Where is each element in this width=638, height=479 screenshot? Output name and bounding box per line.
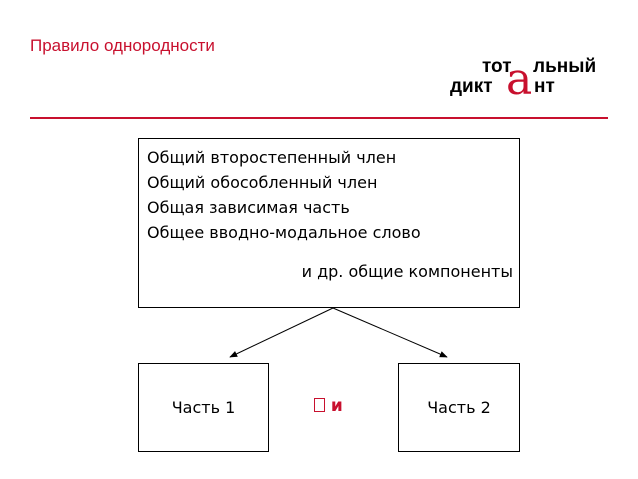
conjunction-text: и	[325, 396, 343, 416]
part2-box	[398, 363, 520, 452]
page-title: Правило однородности	[30, 36, 215, 55]
logo-text-2-end: нт	[534, 76, 555, 97]
common-line-1: Общий второстепенный член	[147, 148, 397, 167]
part1-box	[138, 363, 269, 452]
common-line-3: Общая зависимая часть	[147, 198, 350, 217]
arrow-to-part2	[333, 308, 447, 357]
common-line-2: Общий обособленный член	[147, 173, 378, 192]
common-components-box	[138, 138, 520, 308]
logo-text-1: тот	[482, 56, 512, 77]
logo-text-2: дикт	[450, 76, 493, 97]
logo-accent-letter: а	[506, 54, 533, 102]
missing-glyph-icon	[314, 398, 325, 412]
logo-text-1-end: льный	[533, 56, 597, 77]
conjunction-label	[314, 396, 343, 416]
part1-label: Часть 1	[171, 398, 236, 417]
part2-label: Часть 2	[427, 398, 491, 417]
arrow-to-part1	[230, 308, 333, 357]
common-tail: и др. общие компоненты	[301, 262, 513, 281]
common-line-4: Общее вводно-модальное слово	[147, 223, 421, 242]
